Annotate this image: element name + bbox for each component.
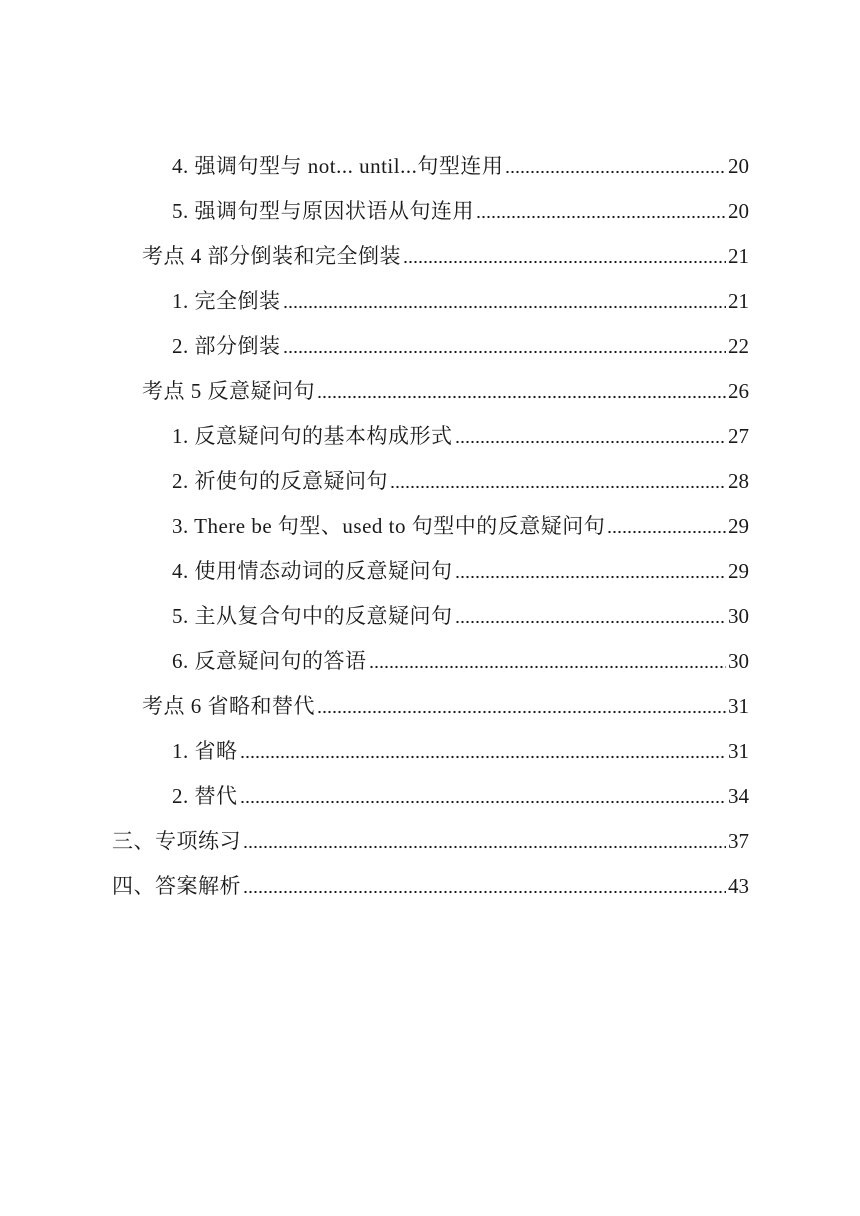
toc-entry-title: 2. 祈使句的反意疑问句: [172, 469, 388, 493]
toc-entry-page: 34: [728, 784, 749, 808]
dot-leader: [240, 755, 727, 759]
toc-entry-title: 考点 5 反意疑问句: [142, 379, 315, 403]
toc-entry[interactable]: [172, 781, 749, 811]
toc-entry-page: 37: [728, 829, 749, 853]
dot-leader: [455, 575, 727, 579]
toc-entry[interactable]: [172, 556, 749, 586]
toc-entry[interactable]: [172, 196, 749, 226]
dot-leader: [455, 440, 727, 444]
toc-entry-title: 6. 反意疑问句的答语: [172, 649, 367, 673]
toc-entry-page: 20: [728, 199, 749, 223]
toc-entry[interactable]: [172, 646, 749, 676]
dot-leader: [607, 530, 726, 534]
dot-leader: [505, 170, 726, 174]
toc-entry-title: 2. 部分倒装: [172, 334, 281, 358]
toc-entry[interactable]: [112, 871, 749, 901]
toc-entry-page: 22: [728, 334, 749, 358]
toc-entry-title: 3. There be 句型、used to 句型中的反意疑问句: [172, 514, 606, 538]
toc-entry-title: 4. 强调句型与 not... until...句型连用: [172, 154, 504, 178]
toc-entry[interactable]: [142, 376, 749, 406]
toc-entry[interactable]: [142, 241, 749, 271]
toc-entry-page: 31: [728, 694, 749, 718]
toc-entry-page: 30: [728, 649, 749, 673]
dot-leader: [476, 215, 726, 219]
toc-entry[interactable]: [172, 736, 749, 766]
dot-leader: [317, 710, 726, 714]
toc-entry-title: 1. 反意疑问句的基本构成形式: [172, 424, 453, 448]
toc-entry-page: 30: [728, 604, 749, 628]
toc-entry-title: 4. 使用情态动词的反意疑问句: [172, 559, 453, 583]
toc-entry-page: 29: [728, 514, 749, 538]
dot-leader: [390, 485, 726, 489]
toc-entry-page: 29: [728, 559, 749, 583]
toc-entry-title: 考点 6 省略和替代: [142, 694, 315, 718]
toc-entry-title: 考点 4 部分倒装和完全倒装: [142, 244, 401, 268]
toc-entry-page: 20: [728, 154, 749, 178]
toc-entry[interactable]: [112, 826, 749, 856]
toc-entry-page: 28: [728, 469, 749, 493]
toc-entry-title: 1. 完全倒装: [172, 289, 281, 313]
toc-entry-title: 5. 强调句型与原因状语从句连用: [172, 199, 474, 223]
toc-entry-page: 21: [728, 244, 749, 268]
toc-entry-title: 2. 替代: [172, 784, 238, 808]
dot-leader: [240, 800, 727, 804]
toc-entry-title: 1. 省略: [172, 739, 238, 763]
toc-entry[interactable]: [172, 286, 749, 316]
dot-leader: [283, 350, 727, 354]
toc-entry[interactable]: [172, 331, 749, 361]
toc-entry-page: 21: [728, 289, 749, 313]
toc-entry[interactable]: [172, 511, 749, 541]
toc-entry[interactable]: [172, 151, 749, 181]
toc-entry[interactable]: [172, 601, 749, 631]
dot-leader: [317, 395, 726, 399]
toc-entry-page: 27: [728, 424, 749, 448]
toc-entry-page: 31: [728, 739, 749, 763]
dot-leader: [243, 890, 726, 894]
dot-leader: [283, 305, 727, 309]
toc-entry-title: 5. 主从复合句中的反意疑问句: [172, 604, 453, 628]
toc-entry-title: 四、答案解析: [112, 874, 241, 898]
dot-leader: [369, 665, 727, 669]
dot-leader: [403, 260, 726, 264]
dot-leader: [243, 845, 726, 849]
dot-leader: [455, 620, 727, 624]
toc-entry-page: 26: [728, 379, 749, 403]
toc-entry[interactable]: [172, 421, 749, 451]
toc-entry-page: 43: [728, 874, 749, 898]
toc-entry-title: 三、专项练习: [112, 829, 241, 853]
toc-entry[interactable]: [172, 466, 749, 496]
toc-entry[interactable]: [142, 691, 749, 721]
